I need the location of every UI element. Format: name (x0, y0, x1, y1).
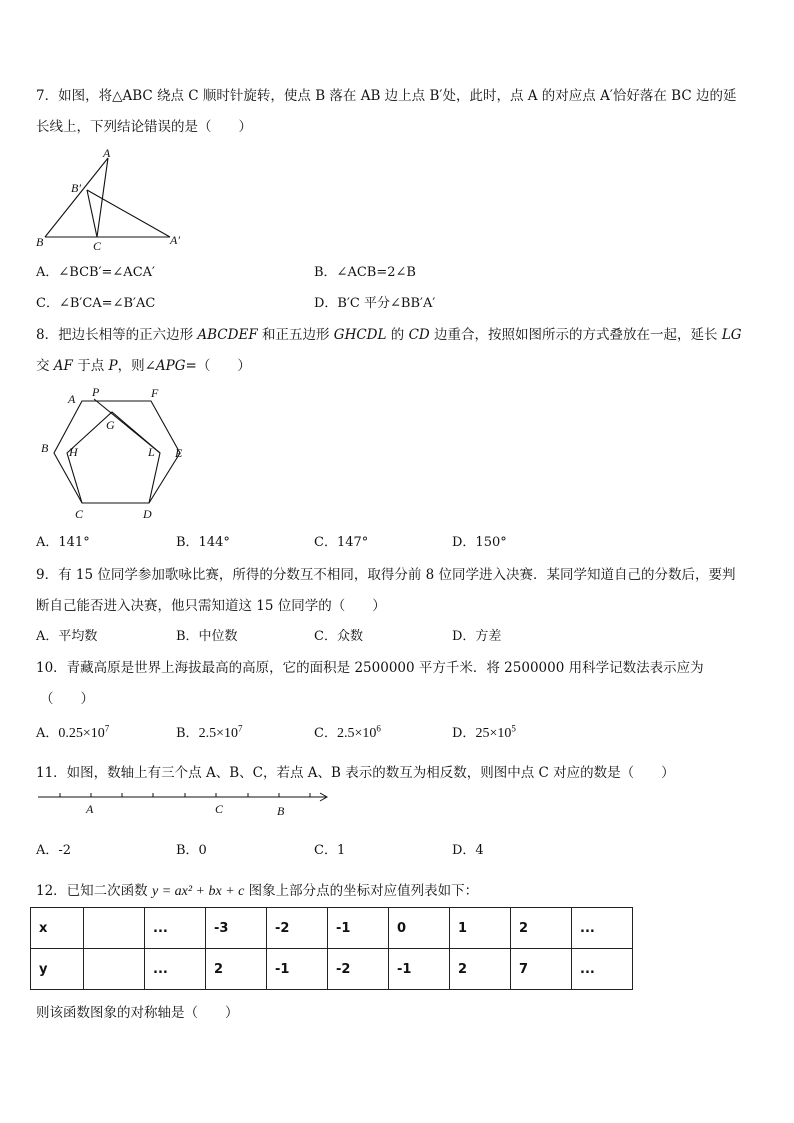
table-row-x (31, 908, 633, 949)
q7-option-d[interactable]: D．B′C 平分∠BB′A′ (314, 296, 436, 311)
q7-triangle-figure (30, 145, 200, 253)
q8-label-F: F (151, 386, 159, 400)
q7-line-B1A1 (87, 190, 170, 237)
q8-label-C: C (75, 507, 84, 521)
q11-option-b[interactable]: B．0 (176, 843, 207, 858)
q9-text-line1: 9．有 15 位同学参加歌咏比赛，所得的分数互不相同，取得分前 8 位同学进入决赛．某同学知道自己的分数后，要判 (36, 567, 736, 583)
q11-label-A: A (86, 802, 94, 816)
q8-label-A: A (68, 392, 76, 406)
q9-option-c[interactable]: C．众数 (314, 629, 363, 644)
q7-option-b[interactable]: B．∠ACB=2∠B (314, 265, 416, 280)
q11-number-line-figure (34, 786, 334, 820)
q10-option-d[interactable]: D．$25\times 10^5$ (452, 723, 516, 741)
q12-value-table (30, 907, 633, 990)
q8-text-line1: 8．把边长相等的正六边形 ABCDEF 和正五边形 GHCDL 的 CD 边重合，按照如图所示的方式叠放在一起，延长 LG (36, 327, 742, 343)
table-cell: 2 (450, 949, 511, 990)
q12-text-after: 则该函数图象的对称轴是（ ） (36, 1005, 239, 1021)
q11-option-d[interactable]: D．4 (452, 843, 484, 858)
q8-option-b[interactable]: B．144° (176, 535, 230, 550)
q8-label-D: D (143, 507, 152, 521)
table-cell: 2 (206, 949, 267, 990)
table-cell (84, 908, 145, 949)
q7-option-a[interactable]: A．∠BCB′=∠ACA′ (36, 265, 155, 280)
q10-option-a[interactable]: A．$0.25\times 10^7$ (36, 723, 110, 741)
q12-text-line1: 12．已知二次函数 y = ax² + bx + c 图象上部分点的坐标对应值列表如下： (36, 883, 479, 899)
q10-text-line2: （ ） (40, 691, 94, 707)
q8-text-line2: 交 AF 于点 P，则∠APG=（ ） (36, 358, 251, 374)
q7-label-A: A (103, 146, 111, 160)
q7-label-B-prime: B′ (71, 181, 81, 195)
q7-text-line2: 长线上，下列结论错误的是（ ） (36, 119, 252, 135)
q11-label-B: B (277, 804, 285, 818)
table-cell: ... (145, 949, 206, 990)
table-cell: x (31, 908, 84, 949)
q11-option-c[interactable]: C．1 (314, 843, 346, 858)
q8-label-H: H (69, 445, 78, 459)
table-cell: ... (572, 949, 633, 990)
q8-label-L: L (148, 445, 155, 459)
table-row-y (31, 949, 633, 990)
q10-option-c[interactable]: C．$2.5\times 10^6$ (314, 723, 381, 741)
q8-label-G: G (106, 418, 115, 432)
q8-option-a[interactable]: A．141° (36, 535, 90, 550)
q11-text-line1: 11．如图，数轴上有三个点 A、B、C，若点 A、B 表示的数互为相反数，则图中点 C 对应的数是（ ） (36, 765, 675, 781)
table-cell: y (31, 949, 84, 990)
q9-option-d[interactable]: D．方差 (452, 629, 502, 644)
q8-hexagon-pentagon-figure (30, 380, 200, 525)
q7-label-B: B (36, 235, 44, 249)
table-cell: -1 (328, 908, 389, 949)
table-cell: 0 (389, 908, 450, 949)
q12-formula: y = ax² + bx + c (151, 884, 245, 899)
q8-option-c[interactable]: C．147° (314, 535, 369, 550)
q11-option-a[interactable]: A．-2 (36, 843, 72, 858)
table-cell: ... (145, 908, 206, 949)
q7-label-C: C (93, 239, 102, 253)
q10-option-b[interactable]: B．$2.5\times 10^7$ (176, 723, 243, 741)
table-cell: -2 (328, 949, 389, 990)
table-cell (84, 949, 145, 990)
table-cell: -3 (206, 908, 267, 949)
q9-option-b[interactable]: B．中位数 (176, 629, 238, 644)
table-cell: -2 (267, 908, 328, 949)
q7-option-c[interactable]: C．∠B′CA=∠B′AC (36, 296, 156, 311)
table-cell: 1 (450, 908, 511, 949)
table-cell: -1 (389, 949, 450, 990)
q8-option-d[interactable]: D．150° (452, 535, 507, 550)
q7-line-B1C (87, 190, 97, 237)
table-cell: 2 (511, 908, 572, 949)
table-cell: ... (572, 908, 633, 949)
q8-label-P: P (92, 385, 100, 399)
table-cell: -1 (267, 949, 328, 990)
q11-label-C: C (215, 802, 224, 816)
q7-text-line1: 7．如图，将△ABC 绕点 C 顺时针旋转，使点 B 落在 AB 边上点 B′处，此时，点 A 的对应点 A′恰好落在 BC 边的延 (36, 88, 737, 104)
table-cell: 7 (511, 949, 572, 990)
q8-label-B: B (41, 441, 49, 455)
q7-label-A-prime: A′ (170, 233, 180, 247)
q10-text-line1: 10．青藏高原是世界上海拔最高的高原，它的面积是 2500000 平方千米．将 2500000 用科学记数法表示应为 (36, 660, 704, 676)
q9-text-line2: 断自己能否进入决赛，他只需知道这 15 位同学的（ ） (36, 598, 386, 614)
q8-label-E: E (175, 446, 183, 460)
q9-option-a[interactable]: A．平均数 (36, 629, 98, 644)
